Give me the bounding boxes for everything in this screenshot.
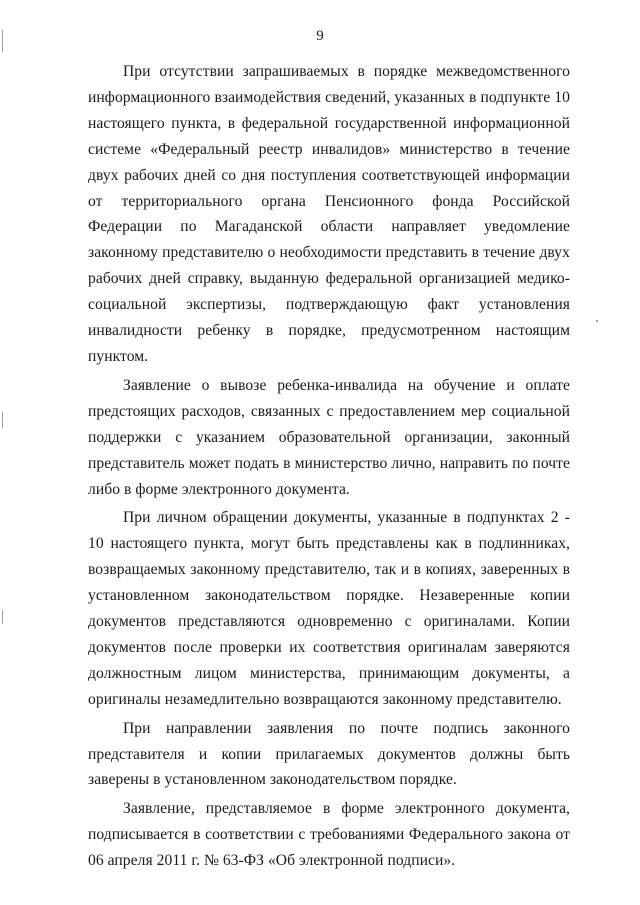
paragraph-personal-visit-documents: При личном обращении документы, указанные в подпунктах 2 - 10 настоящего пункта, могут быть представлены как в подлинниках, возвращаемых законному представителю, так и в копиях, заверенных в установленном законодательством порядке. Незаверенные копии документов представляются одновременно с оригиналами. Копии документов после проверки их соответствия оригиналам заверяются должностным лицом министерства, принимающим документы, а оригиналы незамедлительно возвращаются законному представителю. — [88, 509, 570, 708]
scan-artifact-left-edge — [2, 412, 3, 428]
paragraph-electronic-document: Заявление, представляемое в форме электронного документа, подписывается в соответствии с требованиями Федерального закона от 06 апреля 2011 г. № 63-ФЗ «Об электронной подписи». — [88, 800, 570, 870]
paragraph-application-submission: Заявление о вывозе ребенка-инвалида на обучение и оплате предстоящих расходов, связанных с предоставлением мер социальной поддержки с указанием образовательной организации, законный представитель может подать в министерство лично, направить по почте либо в форме электронного документа. — [88, 376, 570, 498]
scan-artifact-left-edge — [2, 30, 3, 52]
scan-artifact-right-dot — [596, 320, 598, 322]
page-number: 9 — [316, 28, 324, 44]
document-body — [88, 59, 570, 874]
scan-artifact-left-edge — [2, 610, 3, 624]
paragraph-mail-submission: При направлении заявления по почте подпись законного представителя и копии прилагаемых документов должны быть заверены в установленном законодательством порядке. — [88, 719, 570, 789]
paragraph-missing-data-notice: При отсутствии запрашиваемых в порядке межведомственного информационного взаимодействия сведений, указанных в подпункте 10 настоящего пункта, в федеральной государственной информационной системе «Федеральный реестр инвалидов» министерство в течение двух рабочих дней со дня поступления соответствующей информации от территориального органа Пенсионного фонда Российской Федерации по Магаданской области направляет уведомление законному представителю о необходимости представить в течение двух рабочих дней справку, выданную федеральной организацией медико-социальной экспертизы, подтверждающую факт установления инвалидности ребенку в порядке, предусмотренном настоящим пунктом. — [88, 63, 570, 365]
